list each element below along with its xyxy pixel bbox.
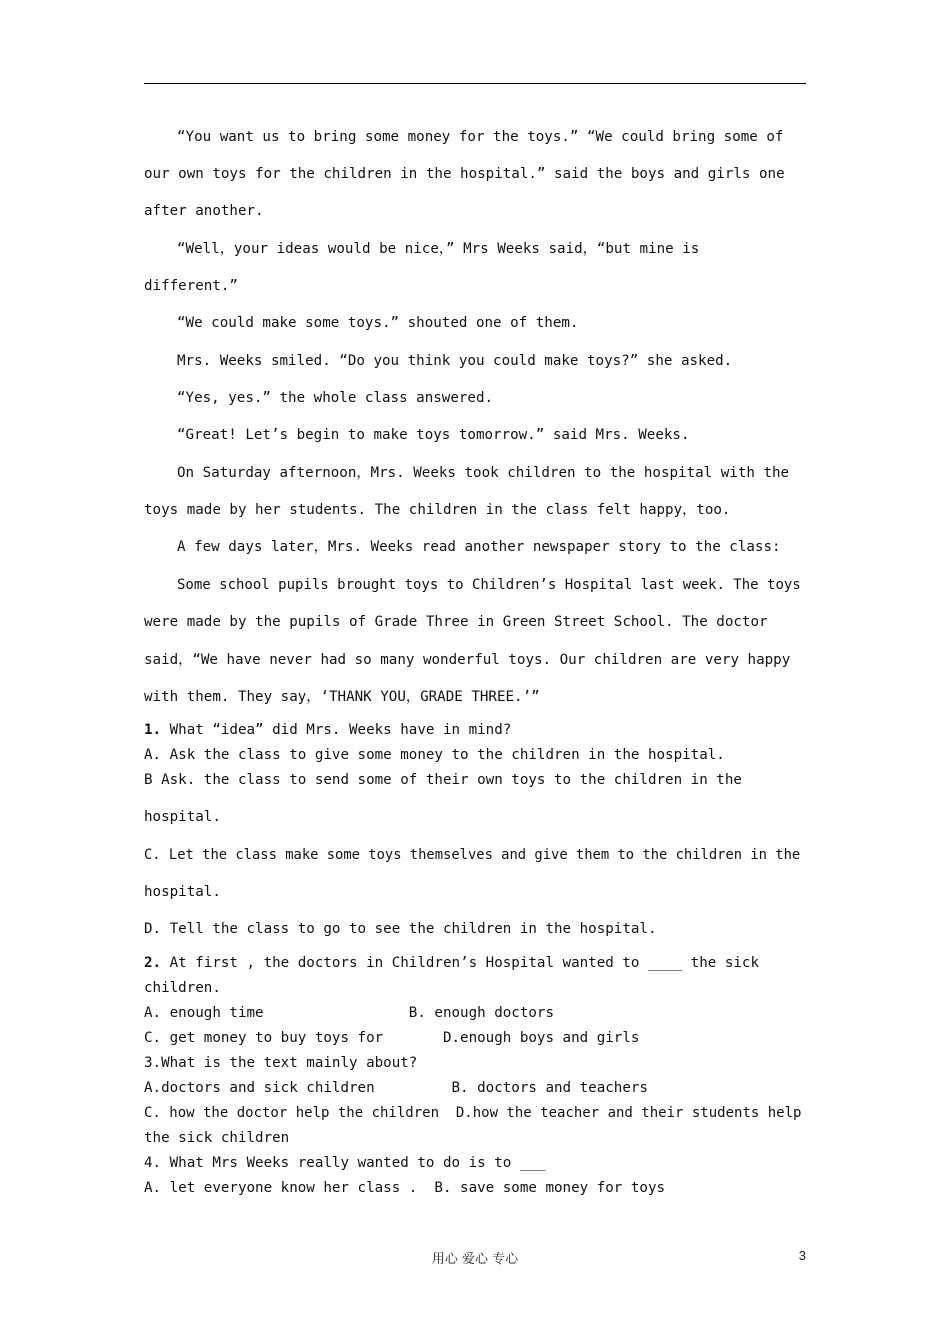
story-line: A few days later，Mrs. Weeks read another newspaper story to the class: (177, 539, 781, 555)
options-cd-cont: the sick children (144, 1130, 290, 1146)
question-1 (144, 720, 806, 740)
story-line: “We could make some toys.” shouted one of them. (177, 315, 579, 331)
question-number: 2. (144, 955, 162, 971)
story-line: with them. They say，‘THANK YOU，GRADE THREE.’” (144, 689, 540, 705)
story-line: toys made by her students. The children in the class felt happy，too. (144, 502, 731, 518)
story-line: our own toys for the children in the hospital.” said the boys and girls one (144, 166, 785, 182)
story-line: said，“We have never had so many wonderful toys. Our children are very happy (144, 652, 791, 668)
option-b-cont: hospital. (144, 809, 221, 825)
option-a: A. Ask the class to give some money to the children in the hospital. (144, 747, 725, 763)
question-2 (144, 953, 806, 973)
story-line: On Saturday afternoon，Mrs. Weeks took children to the hospital with the (177, 465, 790, 481)
story-line: were made by the pupils of Grade Three in Green Street School. The doctor (144, 614, 768, 630)
option-b: B Ask. the class to send some of their own toys to the children in the (144, 772, 742, 788)
header-rule (144, 83, 806, 84)
option-c: C. Let the class make some toys themselves and give them to the children in the (144, 847, 801, 863)
question-number: 1. (144, 722, 162, 738)
question-2-cont: children. (144, 980, 221, 996)
story-line: “Well，your ideas would be nice，” Mrs Weeks said，“but mine is (177, 241, 700, 257)
story-line: “You want us to bring some money for the toys.” “We could bring some of (177, 129, 784, 145)
question-4: 4. What Mrs Weeks really wanted to do is to ___ (144, 1155, 546, 1171)
options-ab: A.doctors and sick children B. doctors and teachers (144, 1080, 648, 1096)
story-line: “Great! Let’s begin to make toys tomorrow.” said Mrs. Weeks. (177, 427, 690, 443)
story-line: “Yes, yes.” the whole class answered. (177, 390, 494, 406)
question-3: 3.What is the text mainly about? (144, 1055, 418, 1071)
options-ab: A. let everyone know her class . B. save some money for toys (144, 1180, 666, 1196)
options-ab: A. enough time B. enough doctors (144, 1005, 554, 1021)
question-text: What “idea” did Mrs. Weeks have in mind? (161, 722, 512, 738)
story-line: Mrs. Weeks smiled. “Do you think you could make toys?” she asked. (177, 353, 733, 369)
question-text: At first , the doctors in Children’s Hospital wanted to ____ the sick (161, 955, 760, 971)
page-number: 3 (798, 1248, 806, 1263)
story-line: Some school pupils brought toys to Children’s Hospital last week. The toys (177, 577, 801, 593)
option-c-cont: hospital. (144, 884, 221, 900)
option-d: D. Tell the class to go to see the children in the hospital. (144, 921, 657, 937)
options-cd: C. how the doctor help the children D.how the teacher and their students help (144, 1105, 802, 1121)
footer-text: 用心 爱心 专心 (431, 1252, 519, 1267)
story-line: after another. (144, 203, 264, 219)
story-line: different.” (144, 278, 238, 294)
options-cd: C. get money to buy toys for D.enough boys and girls (144, 1030, 640, 1046)
